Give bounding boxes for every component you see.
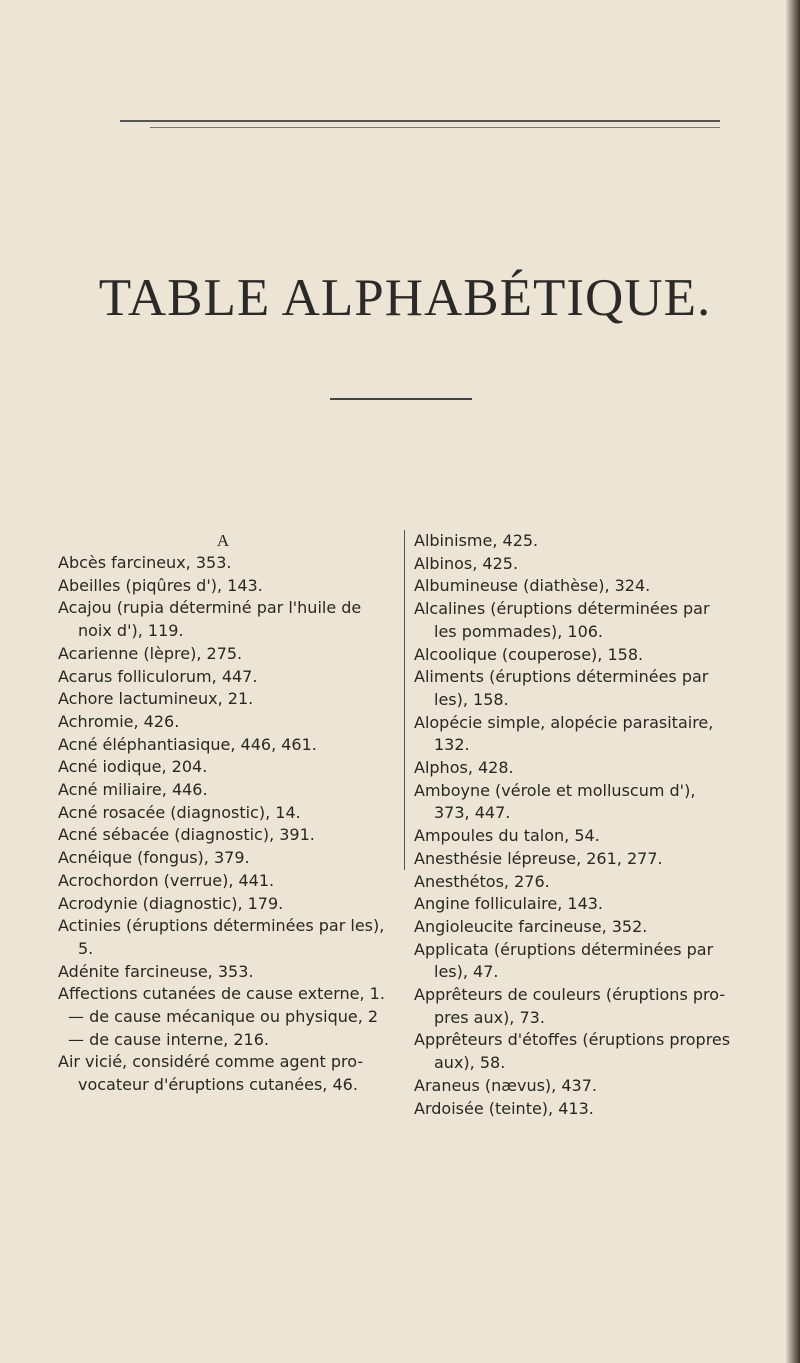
index-entry-continuation: pres aux), 73. [434,1007,545,1027]
index-entry [414,644,794,667]
index-entry-text: Albinos, 425. [414,553,519,573]
index-entry-text: Acarienne (lèpre), 275. [58,643,243,663]
index-entry-text: Actinies (éruptions déterminées par les), [58,916,385,936]
index-entry [414,1098,794,1121]
index-entry [58,802,403,825]
index-entry [58,666,403,689]
index-entry [58,688,403,711]
right-column [414,530,794,1120]
section-letter: A [216,531,230,550]
index-entry-text: Acné iodique, 204. [58,757,208,777]
index-entry-text: Apprêteurs d'étoffes (éruptions propres [414,1030,731,1050]
index-entry-text: Apprêteurs de couleurs (éruptions pro- [414,985,726,1005]
index-entry-text: Angine folliculaire, 143. [414,894,604,914]
index-entry [414,575,794,598]
index-entry [414,666,794,711]
index-entry-text: — de cause interne, 216. [68,1029,269,1049]
index-entry-text: Angioleucite farcineuse, 352. [414,916,648,936]
index-entry [414,598,794,643]
index-entry [58,597,403,642]
index-entry-text: Anesthésie lépreuse, 261, 277. [414,848,663,868]
right-entry-list [414,530,794,1120]
index-entry-text: Acné rosacée (diagnostic), 14. [58,802,301,822]
index-entry [58,1006,403,1029]
index-entry-text: Abcès farcineux, 353. [58,553,232,572]
left-entry-list [58,552,403,1097]
index-entry [58,756,403,779]
index-entry-text: Araneus (nævus), 437. [414,1075,597,1095]
index-entry-text: Acné sébacée (diagnostic), 391. [58,825,315,845]
index-entry [58,824,403,847]
index-entry-continuation: aux), 58. [434,1053,506,1073]
index-entry [414,1029,794,1074]
index-entry-text: Acné éléphantiasique, 446, 461. [58,734,317,754]
column-divider [404,530,405,870]
index-entry-text: Acrodynie (diagnostic), 179. [58,893,284,913]
index-entry [58,575,403,598]
index-entry-text: Alcoolique (couperose), 158. [414,644,644,664]
index-entry [414,871,794,894]
index-entry [58,1029,403,1052]
index-entry [414,825,794,848]
index-entry [414,848,794,871]
index-entry-text: Achromie, 426. [58,711,180,731]
index-entry [414,984,794,1029]
index-entry [414,1075,794,1098]
title-rule [330,398,472,400]
index-entry-text: Ampoules du talon, 54. [414,826,600,846]
index-entry-text: Albinisme, 425. [414,531,539,550]
index-entry-continuation: vocateur d'éruptions cutanées, 46. [78,1075,358,1095]
index-entry [414,712,794,757]
index-entry-text: Acnéique (fongus), 379. [58,848,250,868]
index-entry [58,847,403,870]
index-entry-text: Achore lactumineux, 21. [58,689,254,709]
index-entry [58,552,403,575]
index-entry-continuation: 132. [434,735,470,755]
index-entry-text: Alphos, 428. [414,758,514,778]
top-rule [120,120,720,122]
index-entry-text: Aliments (éruptions déterminées par [414,667,709,687]
index-entry-text: Acné miliaire, 446. [58,780,208,800]
index-entry [58,915,403,960]
index-entry [58,961,403,984]
index-entry-text: Ardoisée (teinte), 413. [414,1098,594,1118]
index-entry [58,870,403,893]
index-entry [58,1051,403,1096]
index-entry-text: — de cause mécanique ou physique, 2 [68,1007,379,1027]
index-entry-text: Adénite farcineuse, 353. [58,961,254,981]
index-entry [58,779,403,802]
index-entry-text: Acrochordon (verrue), 441. [58,870,275,890]
index-entry [58,711,403,734]
index-entry-continuation: 5. [78,938,94,958]
index-entry [58,734,403,757]
index-entry-text: Alcalines (éruptions déterminées par [414,599,710,619]
index-entry-text: Alopécie simple, alopécie parasitaire, [414,712,714,732]
index-entry-text: Anesthétos, 276. [414,871,550,891]
index-entry [414,893,794,916]
index-entry-text: Amboyne (vérole et molluscum d'), [414,780,696,800]
left-column [58,530,403,1097]
top-rule-thin [150,127,720,128]
index-entry-continuation: les), 47. [434,962,499,982]
index-entry-text: Albumineuse (diathèse), 324. [414,576,651,596]
index-entry [414,530,794,553]
index-entry-text: Acajou (rupia déterminé par l'huile de [58,598,362,618]
index-entry-text: Applicata (éruptions déterminées par [414,939,714,959]
index-entry-continuation: les), 158. [434,689,509,709]
index-entry-continuation: noix d'), 119. [78,621,184,641]
page-title: TABLE ALPHABÉTIQUE. [98,269,712,327]
index-entry [414,939,794,984]
index-entry-text: Abeilles (piqûres d'), 143. [58,575,263,595]
index-entry [58,643,403,666]
index-entry-text: Air vicié, considéré comme agent pro- [58,1052,364,1072]
index-entry-text: Acarus folliculorum, 447. [58,666,258,686]
index-entry [414,757,794,780]
index-entry-text: Affections cutanées de cause externe, 1. [58,984,385,1004]
index-entry [58,983,403,1006]
index-entry [414,916,794,939]
index-entry-continuation: les pommades), 106. [434,621,604,641]
index-entry [58,893,403,916]
index-entry [414,553,794,576]
index-entry-continuation: 373, 447. [434,803,511,823]
index-entry [414,780,794,825]
